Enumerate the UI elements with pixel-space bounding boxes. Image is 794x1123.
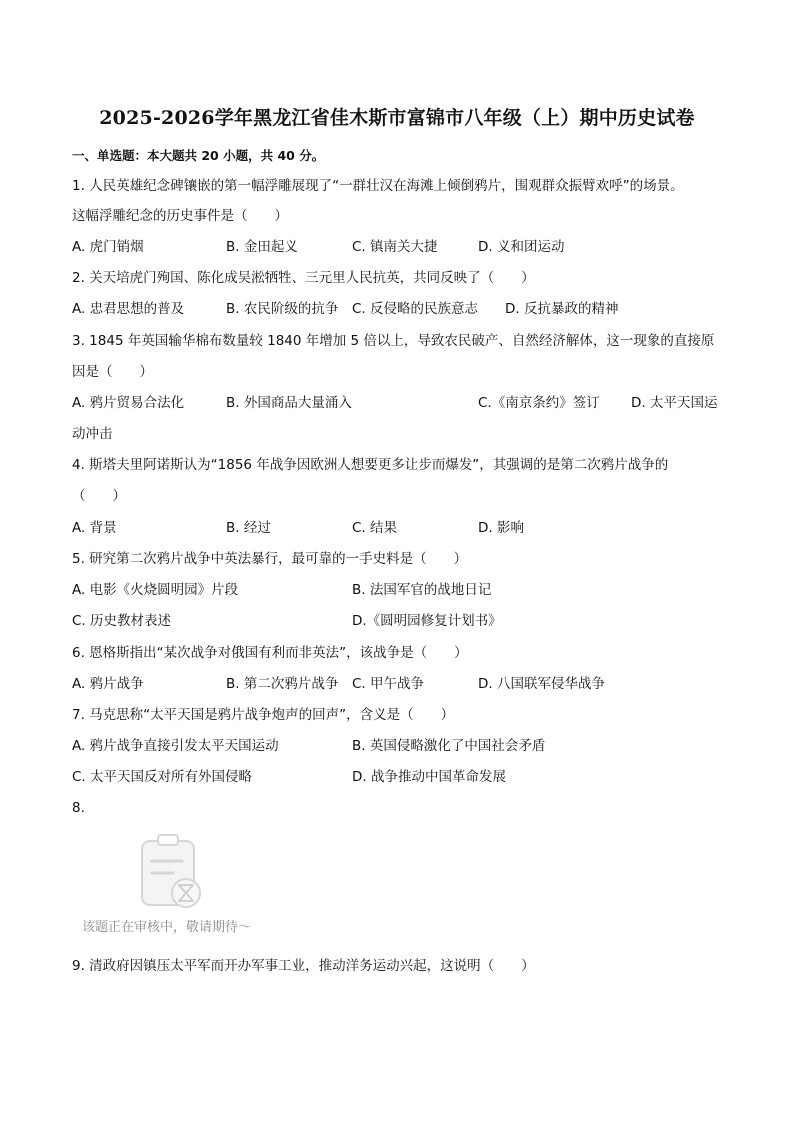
- q2-option-b[interactable]: B. 农民阶级的抗争: [226, 301, 339, 317]
- question-4-text-cont: （ ）: [72, 488, 126, 504]
- q2-option-d[interactable]: D. 反抗暴政的精神: [505, 301, 619, 317]
- q6-option-d[interactable]: D. 八国联军侵华战争: [478, 676, 605, 692]
- q5-option-b[interactable]: B. 法国军官的战地日记: [352, 582, 492, 598]
- q7-option-a[interactable]: A. 鸦片战争直接引发太平天国运动: [72, 738, 279, 754]
- q4-option-b[interactable]: B. 经过: [226, 520, 271, 536]
- q3-option-d-cont: 动冲击: [72, 426, 113, 442]
- q3-option-c[interactable]: C.《南京条约》签订: [478, 395, 600, 411]
- section-heading: 一、单选题：本大题共 20 小题，共 40 分。: [72, 148, 325, 163]
- q6-option-c[interactable]: C. 甲午战争: [352, 676, 425, 692]
- question-1-text-cont: 这幅浮雕纪念的历史事件是（ ）: [72, 208, 288, 224]
- question-9-text: 9. 清政府因镇压太平军而开办军事工业，推动洋务运动兴起，这说明（ ）: [72, 958, 535, 974]
- q1-option-b[interactable]: B. 金田起义: [226, 239, 298, 255]
- pending-review-text: 该题正在审核中，敬请期待～: [82, 920, 252, 935]
- q1-option-d[interactable]: D. 义和团运动: [478, 239, 565, 255]
- q6-option-b[interactable]: B. 第二次鸦片战争: [226, 676, 339, 692]
- question-5-text: 5. 研究第二次鸦片战争中英法暴行，最可靠的一手史料是（ ）: [72, 551, 468, 567]
- q5-option-d[interactable]: D.《圆明园修复计划书》: [352, 613, 502, 629]
- question-3-text-cont: 因是（ ）: [72, 364, 153, 380]
- question-3-text: 3. 1845 年英国输华棉布数量较 1840 年增加 5 倍以上，导致农民破产、自然经济解体，这一现象的直接原: [72, 333, 715, 349]
- q1-option-a[interactable]: A. 虎门销烟: [72, 239, 144, 255]
- exam-title: 2025-2026学年黑龙江省佳木斯市富锦市八年级（上）期中历史试卷: [99, 107, 695, 129]
- q3-option-d[interactable]: D. 太平天国运: [631, 395, 718, 411]
- question-2-text: 2. 关天培虎门殉国、陈化成吴淞牺牲、三元里人民抗英，共同反映了（ ）: [72, 270, 535, 286]
- question-6-text: 6. 恩格斯指出“某次战争对俄国有利而非英法”，该战争是（ ）: [72, 645, 468, 661]
- q5-option-c[interactable]: C. 历史教材表述: [72, 613, 172, 629]
- q4-option-c[interactable]: C. 结果: [352, 520, 398, 536]
- question-8-number: 8.: [72, 800, 85, 816]
- clipboard-hourglass-icon: [127, 831, 217, 921]
- question-4-text: 4. 斯塔夫里阿诺斯认为“1856 年战争因欧洲人想要更多让步而爆发”，其强调的是第二次鸦片战争的: [72, 457, 669, 473]
- pending-review-placeholder: [72, 826, 272, 938]
- q3-option-b[interactable]: B. 外国商品大量涌入: [226, 395, 352, 411]
- q5-option-a[interactable]: A. 电影《火烧圆明园》片段: [72, 582, 239, 598]
- q2-option-c[interactable]: C. 反侵略的民族意志: [352, 301, 479, 317]
- q4-option-d[interactable]: D. 影响: [478, 520, 524, 536]
- q7-option-d[interactable]: D. 战争推动中国革命发展: [352, 769, 506, 785]
- q3-option-a[interactable]: A. 鸦片贸易合法化: [72, 395, 185, 411]
- question-7-text: 7. 马克思称“太平天国是鸦片战争炮声的回声”，含义是（ ）: [72, 707, 455, 723]
- q6-option-a[interactable]: A. 鸦片战争: [72, 676, 144, 692]
- q1-option-c[interactable]: C. 镇南关大捷: [352, 239, 438, 255]
- q4-option-a[interactable]: A. 背景: [72, 520, 117, 536]
- q7-option-b[interactable]: B. 英国侵略激化了中国社会矛盾: [352, 738, 546, 754]
- q2-option-a[interactable]: A. 忠君思想的普及: [72, 301, 185, 317]
- question-1-text: 1. 人民英雄纪念碑镶嵌的第一幅浮雕展现了“一群壮汉在海滩上倾倒鸦片，围观群众振臂欢呼”的场景。: [72, 178, 684, 194]
- q7-option-c[interactable]: C. 太平天国反对所有外国侵略: [72, 769, 253, 785]
